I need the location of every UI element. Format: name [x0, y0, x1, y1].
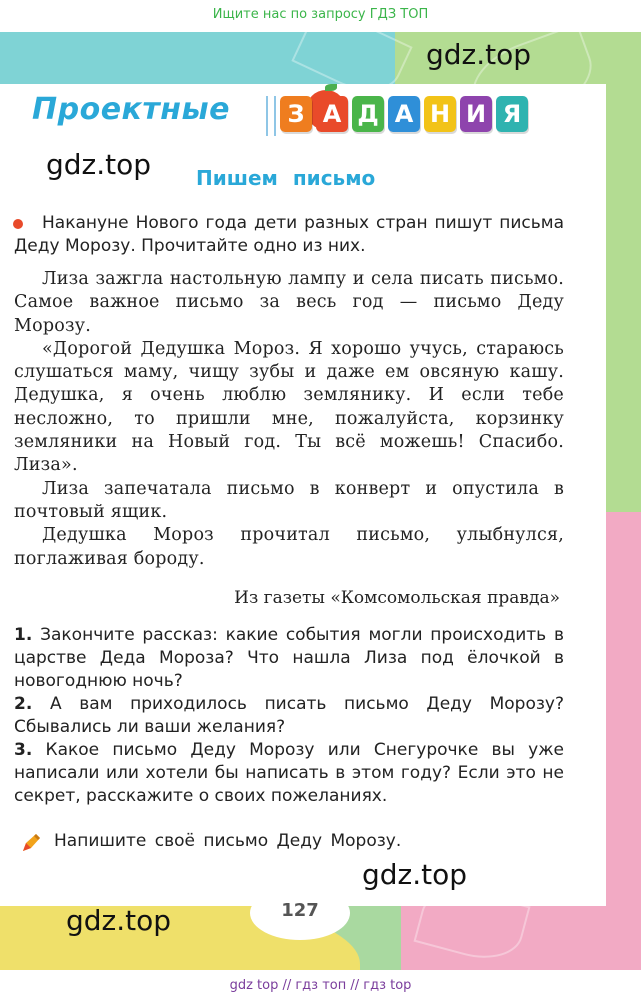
letter-tile: Я: [496, 96, 528, 132]
top-banner: Ищите нас по запросу ГДЗ ТОП: [212, 7, 429, 22]
ruler-decoration: [266, 96, 276, 136]
pencil-icon: [20, 832, 42, 854]
story-paragraph: Лиза запечатала письмо в конверт и опустила в почтовый ящик.: [14, 478, 564, 522]
question-number: 2.: [14, 694, 33, 714]
story-text: [14, 268, 564, 571]
story-paragraph: Лиза зажгла настольную лампу и села писать письмо. Самое важное письмо за весь год — письмо Деду Морозу.: [14, 269, 564, 336]
watermark: gdz.top: [426, 38, 532, 71]
apple-leaf-icon: [325, 84, 337, 91]
question-list: [14, 624, 564, 808]
letter-tile: А: [388, 96, 420, 132]
question-text: А вам приходилось писать письмо Деду Морозу? Сбывались ли ваши желания?: [14, 694, 564, 737]
story-paragraph: Дедушка Мороз прочитал письмо, улыбнулся, поглаживая бороду.: [14, 525, 564, 569]
question-item: [14, 693, 564, 739]
watermark: gdz.top: [66, 904, 172, 937]
watermark: gdz.top: [362, 858, 468, 891]
lesson-title: Пишем письмо: [196, 166, 376, 190]
story-source: Из газеты «Комсомольская правда»: [234, 588, 560, 608]
question-item: [14, 739, 564, 808]
letter-tile: Н: [424, 96, 456, 132]
footer-links: gdz top // гдз топ // гдз top: [229, 978, 412, 993]
page-number: 127: [281, 900, 319, 921]
letter-tile: З: [280, 96, 312, 132]
watermark: gdz.top: [46, 148, 152, 181]
lesson-intro: Накануне Нового года дети разных стран пишут письма Деду Морозу. Прочитайте одно из них.: [14, 213, 564, 256]
section-title: Проектные: [32, 92, 230, 127]
letter-tile: Д: [352, 96, 384, 132]
writing-task: Напишите своё письмо Деду Морозу.: [54, 831, 402, 851]
question-number: 3.: [14, 740, 33, 760]
letter-tile: И: [460, 96, 492, 132]
question-item: [14, 624, 564, 693]
story-paragraph: «Дорогой Дедушка Мороз. Я хорошо учусь, стараюсь слушаться маму, чищу зубы и даже ем овсяную кашу. Дедушка, я очень люблю землянику. И если тебе несложно, то пришли мне, пожалуйста, корзинку земляники на Новый год. Ты всё можешь! Спасибо. Лиза».: [14, 338, 564, 476]
letter-tile: А: [316, 96, 348, 132]
question-number: 1.: [14, 625, 33, 645]
question-text: Какое письмо Деду Морозу или Снегурочке вы уже написали или хотели бы написать в этом году? Если это не секрет, расскажите о своих пожеланиях.: [14, 740, 565, 806]
question-text: Закончите рассказ: какие события могли происходить в царстве Деда Мороза? Что нашла Лиза под ёлочкой в новогоднюю ночь?: [14, 625, 564, 691]
